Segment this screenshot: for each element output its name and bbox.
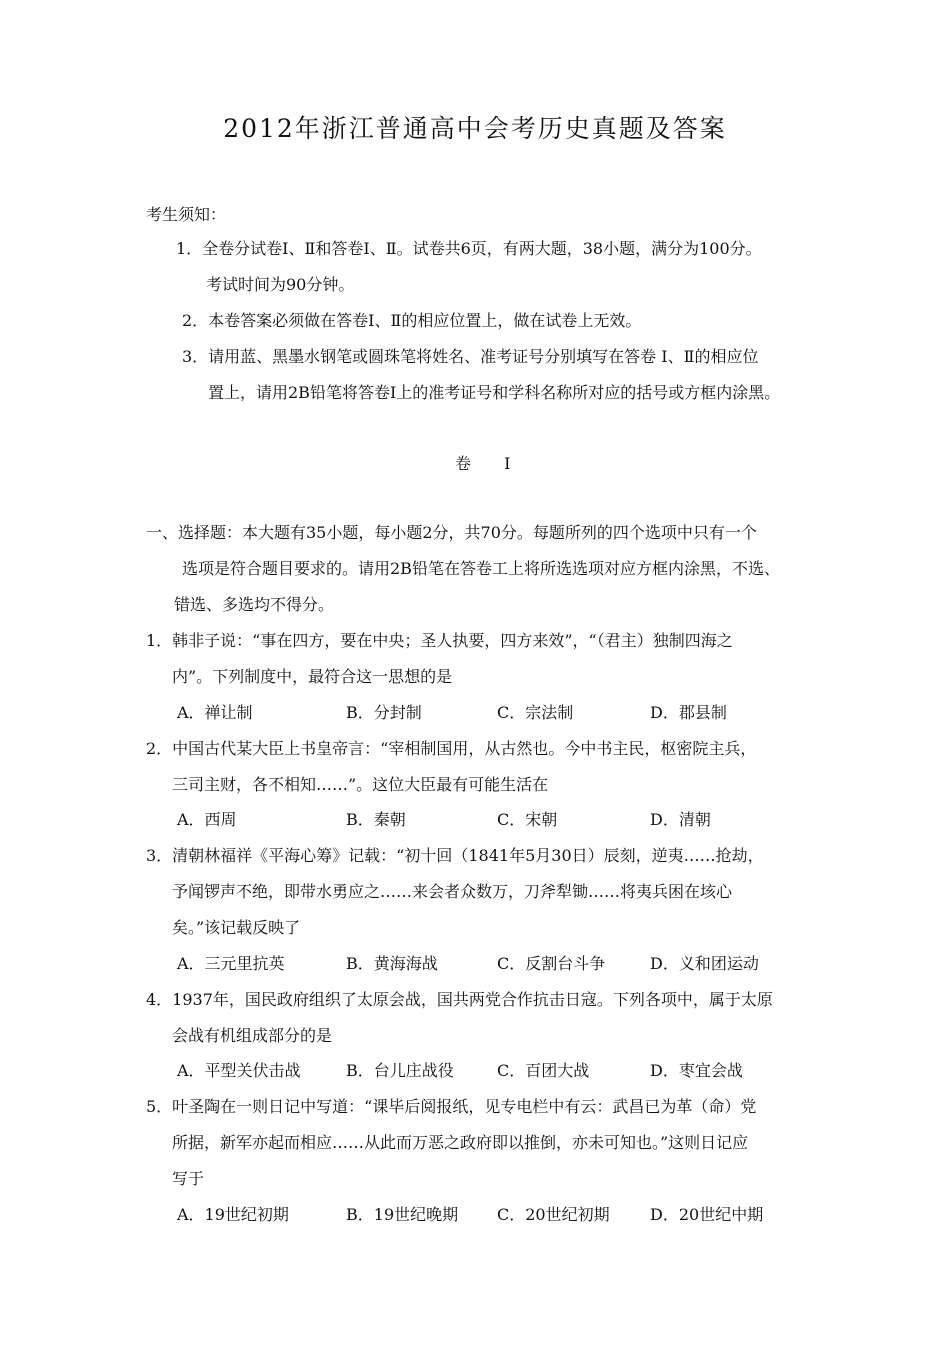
option-d: D．枣宜会战	[650, 1061, 743, 1080]
option-a: A．西周	[177, 810, 237, 829]
option-b: B．分封制	[346, 703, 422, 722]
question-line: 写于	[172, 1169, 205, 1188]
option-c: C．宗法制	[497, 703, 574, 722]
option-b: B．台儿庄战役	[346, 1061, 454, 1080]
notice-line: 3．请用蓝、黑墨水钢笔或圆珠笔将姓名、准考证号分别填写在答卷 Ⅰ、Ⅱ的相应位	[182, 347, 759, 366]
notice-line: 1．全卷分试卷Ⅰ、Ⅱ和答卷Ⅰ、Ⅱ。试卷共6页，有两大题，38小题，满分为100分。	[176, 239, 762, 258]
section-line: 选项是符合题目要求的。请用2B铅笔在答卷工上将所选选项对应方框内涂黑，不选、	[182, 559, 780, 578]
question-line: 5．叶圣陶在一则日记中写道：“课毕后阅报纸，见专电栏中有云：武昌已为革（命）党	[146, 1097, 757, 1116]
notice-heading: 考生须知：	[146, 205, 227, 224]
option-a: A．19世纪初期	[177, 1205, 289, 1224]
option-a: A．平型关伏击战	[177, 1061, 301, 1080]
option-d: D．20世纪中期	[650, 1205, 764, 1224]
option-d: D．郡县制	[650, 703, 727, 722]
notice-line: 2．本卷答案必须做在答卷Ⅰ、Ⅱ的相应位置上，做在试卷上无效。	[182, 311, 642, 330]
question-line: 3．清朝林福祥《平海心筹》记载：“初十回（1841年5月30日）辰刻，逆夷……抢劫，	[146, 846, 764, 865]
notice-line: 置上，请用2B铅笔将答卷Ⅰ上的准考证号和学科名称所对应的括号或方框内涂黑。	[208, 383, 781, 402]
question-line: 会战有机组成部分的是	[172, 1026, 333, 1045]
option-b: B．秦朝	[346, 810, 406, 829]
volume-heading: 卷 Ⅰ	[455, 454, 525, 473]
notice-line: 考试时间为90分钟。	[206, 275, 355, 294]
question-line: 三司主财，各不相知……”。这位大臣最有可能生活在	[172, 775, 549, 794]
section-line: 一、选择题：本大题有35小题，每小题2分，共70分。每题所列的四个选项中只有一个	[146, 523, 757, 542]
option-c: C．宋朝	[497, 810, 558, 829]
question-line: 内”。下列制度中，最符合这一思想的是	[172, 667, 453, 686]
question-line: 2．中国古代某大臣上书皇帝言：“宰相制国用，从古然也。今中书主民，枢密院主兵，	[146, 739, 757, 758]
question-line: 所据，新军亦起而相应……从此而万恶之政府即以推倒，亦未可知也。”这则日记应	[172, 1133, 749, 1152]
question-line: 予闻锣声不绝，即带水勇应之……来会者众数万，刀斧犁锄……将夷兵困在垓心	[172, 882, 733, 901]
option-d: D．义和团运动	[650, 954, 759, 973]
option-c: C．20世纪初期	[497, 1205, 610, 1224]
option-d: D．清朝	[650, 810, 711, 829]
option-b: B．黄海海战	[346, 954, 438, 973]
question-line: 4．1937年，国民政府组织了太原会战，国共两党合作抗击日寇。下列各项中，属于太原	[146, 990, 773, 1009]
option-a: A．三元里抗英	[177, 954, 285, 973]
section-line: 错选、多选均不得分。	[174, 595, 335, 614]
question-line: 矣。”该记载反映了	[172, 918, 301, 937]
option-a: A．禅让制	[177, 703, 253, 722]
option-c: C．反割台斗争	[497, 954, 606, 973]
option-c: C．百团大战	[497, 1061, 590, 1080]
page-title: 2012年浙江普通高中会考历史真题及答案	[223, 114, 727, 143]
question-line: 1．韩非子说：“事在四方，要在中央；圣人执要，四方来效”，“（君主）独制四海之	[146, 631, 733, 650]
option-b: B．19世纪晚期	[346, 1205, 459, 1224]
